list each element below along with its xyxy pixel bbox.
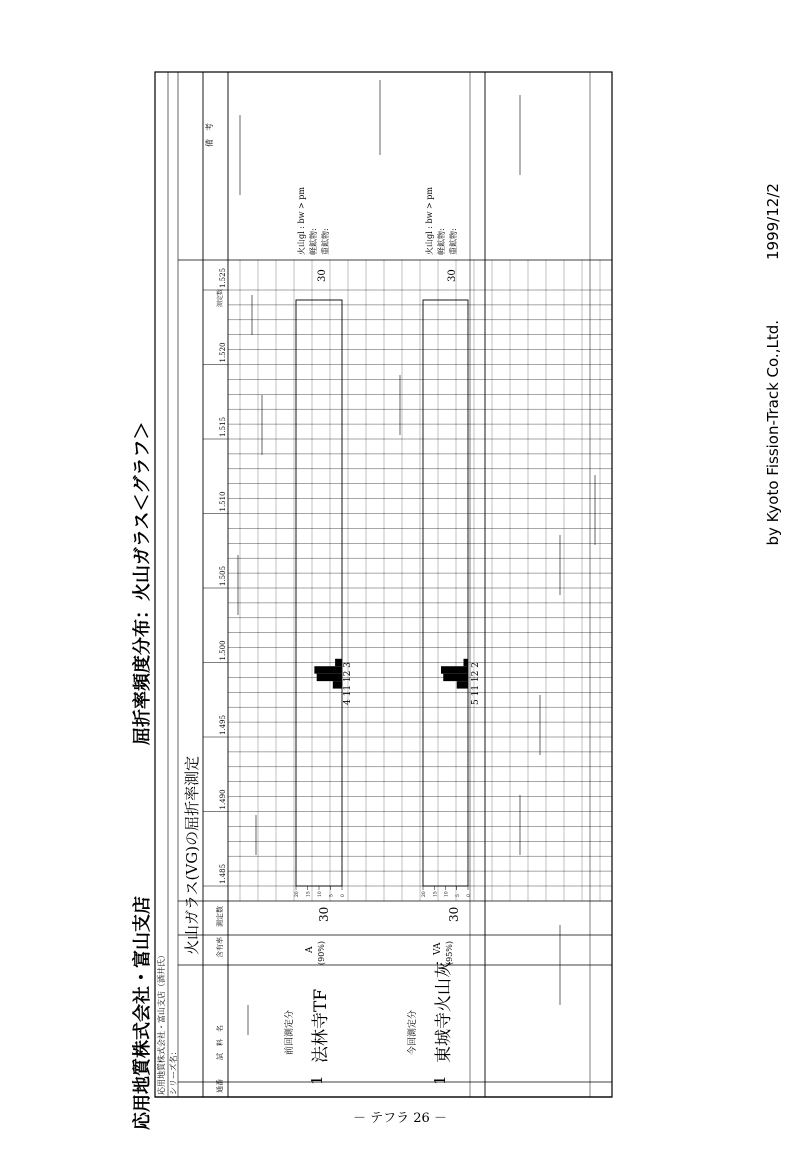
sample-name-2: 東城寺火山灰	[434, 961, 454, 1063]
y-tick-label: 0	[467, 894, 472, 897]
page-title: 屈折率頻度分布：火山ガラス＜グラフ＞	[132, 421, 153, 745]
measurement-title: 火山ガラス(VG)の屈折率測定	[183, 755, 201, 955]
y-tick-label: 10	[444, 891, 450, 897]
section-heading-1: 前回測定分	[285, 1009, 295, 1055]
axis-tick-label: 1.520	[219, 342, 227, 363]
y-tick-label: 0	[341, 894, 346, 897]
content-code-1: A	[305, 946, 315, 953]
histogram-bar	[457, 681, 468, 688]
axis-tick-label: 1.515	[219, 416, 227, 437]
col-remarks: 備 考	[205, 123, 214, 147]
histogram-2	[421, 300, 472, 897]
y-tick-label: 20	[422, 891, 427, 897]
col-content: 含有率	[216, 937, 224, 958]
sample-name-1: 法林寺TF	[311, 988, 331, 1063]
hist-labels-2: 5 11 12 2	[471, 662, 481, 705]
histogram-bar	[441, 666, 468, 673]
rotated-form	[131, 72, 612, 1130]
y-tick-label: 15	[306, 891, 312, 897]
y-tick-label: 10	[318, 891, 323, 897]
content-pct-2: (95%)	[445, 940, 454, 965]
axis-tick-label: 1.510	[219, 491, 227, 512]
remark-1b: 軽鉱物:	[309, 228, 318, 255]
content-pct-1: (90%)	[317, 940, 326, 965]
y-tick-label: 5	[329, 894, 335, 897]
measured-1: 30	[317, 269, 328, 282]
remark-2a: 火山gl : bw > pm	[425, 187, 434, 255]
axis-tick-label: 1.500	[219, 640, 227, 661]
measured-2: 30	[447, 269, 458, 282]
axis-tick-label: 1.485	[219, 863, 227, 884]
remark-2c: 重鉱物:	[449, 228, 458, 255]
report-date: 1999/12/2	[764, 183, 782, 260]
y-tick-label: 20	[295, 891, 300, 897]
row-no-1: 1	[308, 1075, 326, 1085]
histogram-bar	[317, 674, 342, 681]
hist-labels-1: 4 11 12 3	[343, 662, 353, 705]
col-count: 測定数	[216, 906, 224, 927]
histogram-1	[294, 300, 346, 897]
row-no-2: 1	[431, 1075, 449, 1085]
histogram-bar	[464, 659, 469, 666]
page-footer: － テフラ 26 －	[353, 1111, 447, 1126]
y-tick-label: 15	[433, 891, 439, 897]
remark-1a: 火山gl : bw > pm	[297, 187, 306, 255]
histogram-bar	[335, 659, 342, 666]
count-1: 30	[317, 906, 331, 922]
histogram-bar	[333, 681, 342, 688]
remark-2b: 軽鉱物:	[437, 228, 446, 255]
credit-line: by Kyoto Fission-Track Co.,Ltd.	[764, 320, 782, 546]
content-code-2: VA	[433, 942, 443, 955]
axis-tick-label: 1.525	[219, 267, 227, 288]
histogram-bar	[443, 674, 468, 681]
y-tick-label: 5	[455, 894, 461, 897]
histogram-bar	[314, 666, 342, 673]
series-label: シリーズ名：	[169, 1047, 178, 1095]
col-sample: 試 料 名	[216, 1025, 224, 1060]
client-line: 応用地質株式会社・富山支店（酒井氏）	[157, 951, 166, 1095]
count-2: 30	[447, 906, 461, 922]
col-measured: 測定数	[217, 288, 224, 307]
axis-tick-label: 1.505	[219, 565, 227, 586]
axis-tick-label: 1.490	[219, 789, 227, 810]
axis-tick-label: 1.495	[219, 714, 227, 735]
remark-1c: 重鉱物:	[321, 228, 330, 255]
histogram-frame	[296, 300, 342, 886]
histogram-frame	[423, 300, 468, 886]
section-heading-2: 今回測定分	[408, 1009, 418, 1055]
col-no: 通番	[216, 1079, 224, 1093]
refractive-index-axis	[203, 268, 228, 886]
company-name: 応用地質株式会社・富山支店	[132, 896, 153, 1130]
